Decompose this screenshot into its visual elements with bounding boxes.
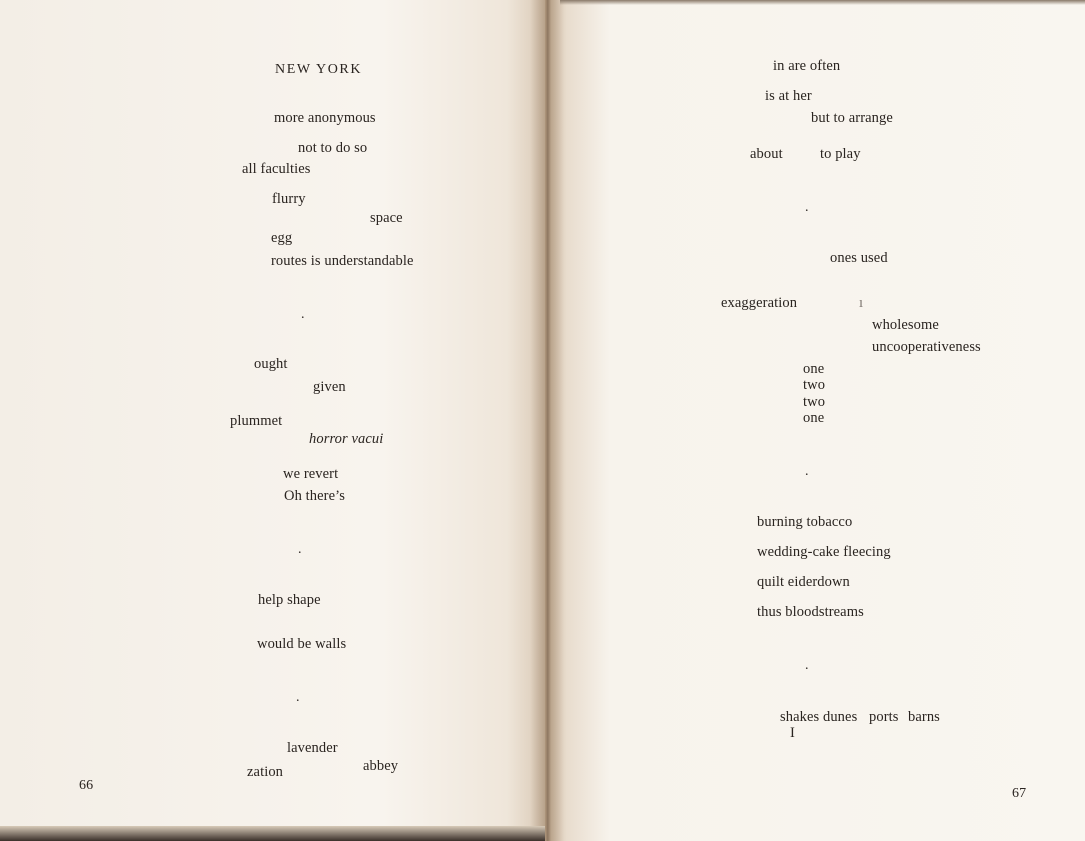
poem-line: thus bloodstreams xyxy=(757,604,864,620)
poem-line: shakes dunes xyxy=(780,709,858,725)
poem-line: barns xyxy=(908,709,940,725)
poem-line: would be walls xyxy=(257,636,347,652)
poem-line: but to arrange xyxy=(811,110,893,126)
poem-line: we revert xyxy=(283,466,339,482)
poem-line: egg xyxy=(271,230,293,246)
poem-line: quilt eiderdown xyxy=(757,574,850,590)
poem-line: plummet xyxy=(230,413,283,429)
section-dot: . xyxy=(298,542,302,557)
poem-line: abbey xyxy=(363,758,399,774)
poem-line: two xyxy=(803,394,826,410)
poem-line: burning tobacco xyxy=(757,514,853,530)
poem-line: ports xyxy=(869,709,899,725)
poem-line: to play xyxy=(820,146,861,162)
poem-line: zation xyxy=(247,764,284,780)
poem-line: I xyxy=(790,725,795,741)
section-dot: . xyxy=(296,690,300,705)
poem-line: given xyxy=(313,379,346,395)
poem-line: wedding-cake fleecing xyxy=(757,544,891,560)
left-page xyxy=(0,0,545,833)
poem-line: is at her xyxy=(765,88,812,104)
poem-line: ones used xyxy=(830,250,888,266)
poem-line: flurry xyxy=(272,191,306,207)
section-dot: . xyxy=(805,464,809,479)
poem-line: uncooperativeness xyxy=(872,339,981,355)
right-page xyxy=(545,0,1085,841)
section-dot: . xyxy=(805,658,809,673)
poem-line: more anonymous xyxy=(274,110,376,126)
poem-line: in are often xyxy=(773,58,841,74)
poem-line: one xyxy=(803,410,825,426)
poem-line: exaggeration xyxy=(721,295,798,311)
poem-line: one xyxy=(803,361,825,377)
page-number: 67 xyxy=(1012,786,1027,801)
section-dot: . xyxy=(805,200,809,215)
poem-line: wholesome xyxy=(872,317,939,333)
poem-line: Oh there’s xyxy=(284,488,345,504)
page-edge-shadow xyxy=(0,826,545,841)
running-header: NEW YORK xyxy=(275,62,363,77)
poem-line: help shape xyxy=(258,592,321,608)
poem-line: routes is understandable xyxy=(271,253,414,269)
poem-line: all faculties xyxy=(242,161,311,177)
stray-mark: ı xyxy=(859,295,864,311)
poem-line: space xyxy=(370,210,403,226)
poem-line: about xyxy=(750,146,783,162)
poem-line: lavender xyxy=(287,740,338,756)
poem-line: ought xyxy=(254,356,288,372)
book-gutter-shadow xyxy=(530,0,564,841)
poem-line: two xyxy=(803,377,826,393)
poem-line-italic: horror vacui xyxy=(309,431,384,447)
page-number: 66 xyxy=(79,778,94,793)
page-edge-shadow xyxy=(560,0,1085,5)
poem-line: not to do so xyxy=(298,140,368,156)
section-dot: . xyxy=(301,307,305,322)
